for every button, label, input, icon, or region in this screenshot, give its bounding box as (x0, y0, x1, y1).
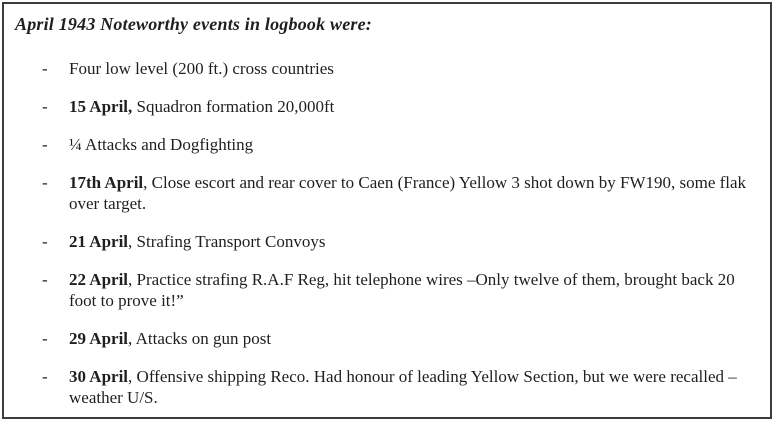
dash-bullet: - (42, 173, 48, 192)
logbook-entry (42, 172, 756, 214)
entry-date: 29 April (69, 329, 129, 348)
dash-bullet: - (42, 135, 48, 154)
entry-text: Squadron formation 20,000ft (132, 97, 335, 116)
entry-text: , Close escort and rear cover to Caen (France) Yellow 3 shot down by FW190, some flak over target. (69, 173, 747, 213)
logbook-entry (42, 231, 756, 252)
dash-bullet: - (42, 367, 48, 386)
entry-text: , Practice strafing R.A.F Reg, hit telephone wires –Only twelve of them, brought back 20 foot to prove it!” (69, 270, 735, 310)
logbook-entry (42, 269, 756, 311)
entry-content (69, 58, 756, 79)
entry-text: , Strafing Transport Convoys (128, 232, 326, 251)
entry-content (69, 172, 756, 214)
entry-content (69, 231, 756, 252)
entry-content (69, 96, 756, 117)
entry-text: Four low level (200 ft.) cross countries (69, 59, 334, 78)
entry-text: ¼ Attacks and Dogfighting (69, 135, 254, 154)
dash-bullet: - (42, 59, 48, 78)
entry-text: , Offensive shipping Reco. Had honour of leading Yellow Section, but we were recalled – weather U/S. (69, 367, 737, 407)
dash-bullet: - (42, 329, 48, 348)
entry-content (69, 328, 756, 349)
dash-bullet: - (42, 97, 48, 116)
entry-content (69, 269, 756, 311)
entry-date: 17th April (69, 173, 144, 192)
logbook-page (2, 2, 772, 419)
dash-bullet: - (42, 232, 48, 251)
logbook-entry (42, 96, 756, 117)
entry-date: 30 April (69, 367, 129, 386)
entry-content (69, 134, 756, 155)
logbook-entry-list (4, 58, 770, 408)
entry-date: 15 April, (69, 97, 133, 116)
entry-date: 21 April (69, 232, 129, 251)
logbook-entry (42, 328, 756, 349)
logbook-entry (42, 134, 756, 155)
entry-date: 22 April (69, 270, 129, 289)
dash-bullet: - (42, 270, 48, 289)
entry-content (69, 366, 756, 408)
logbook-entry (42, 58, 756, 79)
logbook-entry (42, 366, 756, 408)
entry-text: , Attacks on gun post (128, 329, 272, 348)
document-title: April 1943 Noteworthy events in logbook were: (15, 14, 372, 34)
